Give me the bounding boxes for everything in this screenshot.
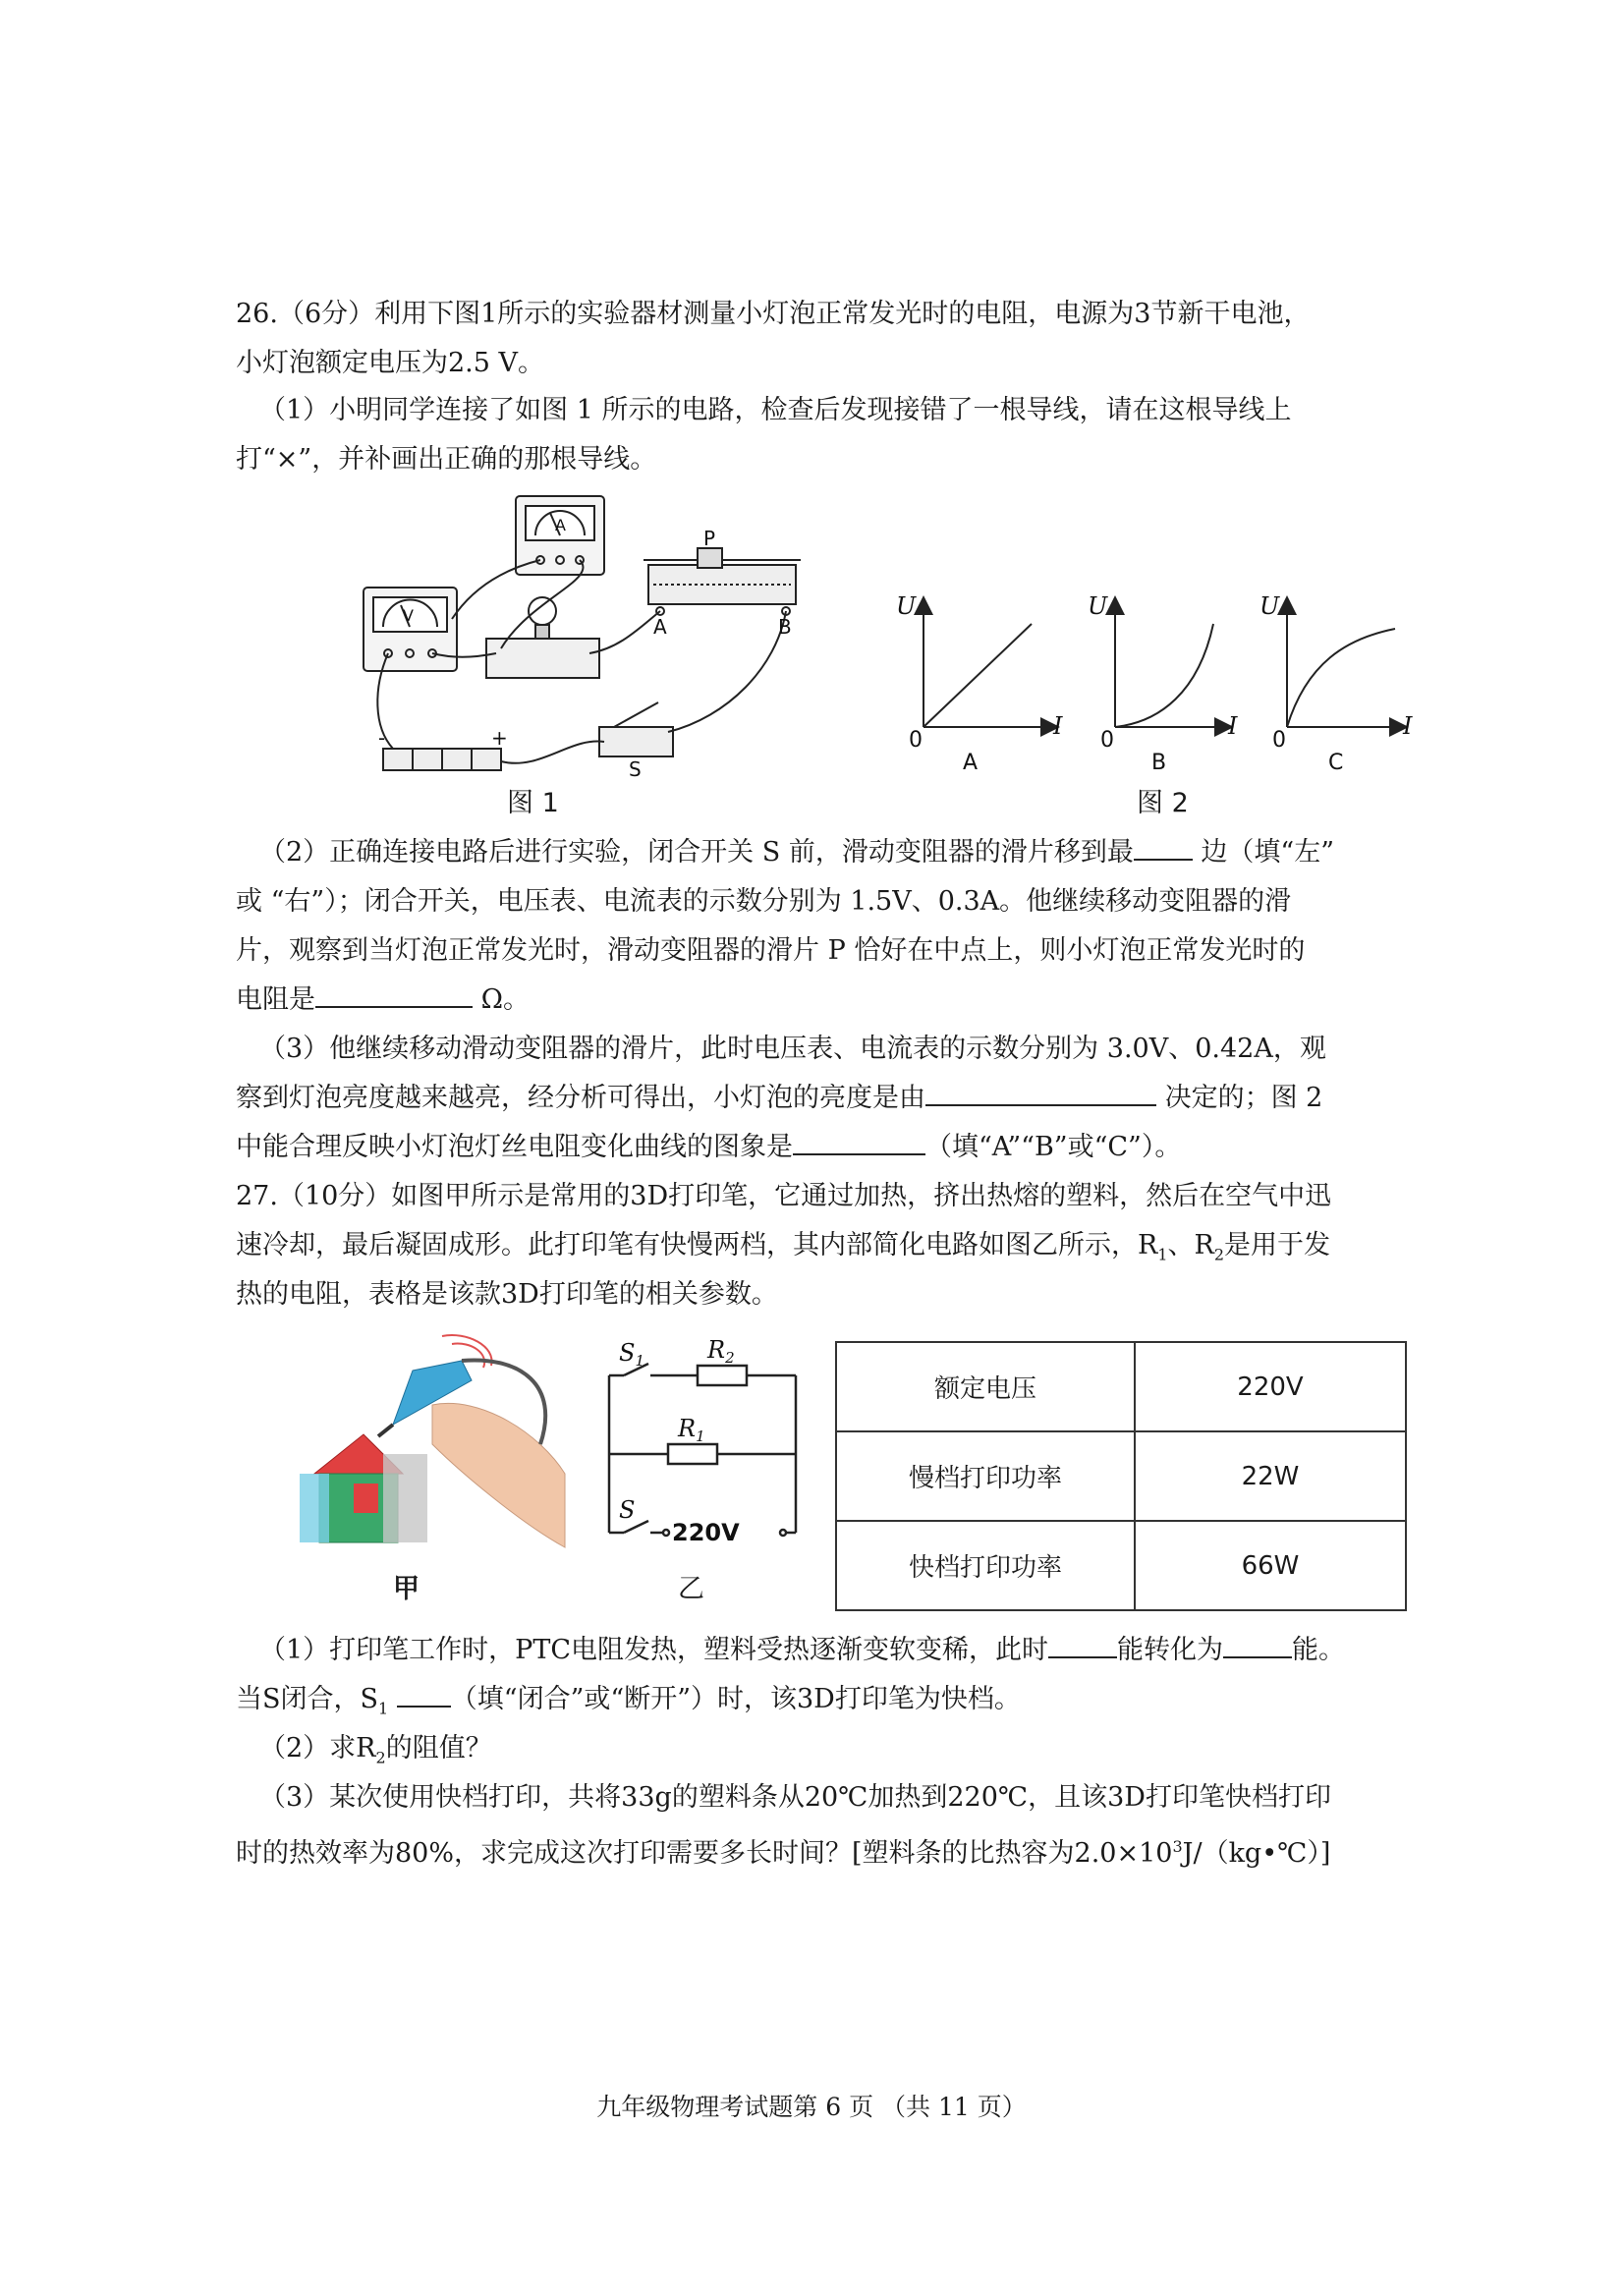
graph-a-u-label: U [896, 592, 917, 620]
graph-a-curve [923, 624, 1032, 727]
fig1-label-plus: + [491, 726, 508, 750]
q26-part1-b: 打“×”，并补画出正确的那根导线。 [236, 444, 657, 475]
figure-2-graphs [884, 585, 1434, 776]
circuit-voltage-label: 220V [672, 1519, 740, 1546]
graph-c-i-label: I [1403, 712, 1413, 740]
fig1-label-v: V [403, 606, 414, 625]
graph-a-origin: 0 [909, 728, 923, 753]
q26-part2-b: 或 “右”）；闭合开关，电压表、电流表的示数分别为 1.5V、0.3A。他继续移动变阻器的滑 [236, 886, 1292, 917]
q26-part3-a: （3）他继续移动滑动变阻器的滑片，此时电压表、电流表的示数分别为 3.0V、0.42A，观 [259, 1034, 1326, 1064]
answer-blank-brightness[interactable] [925, 1075, 1156, 1106]
q26-part3-c: 中能合理反映小灯泡灯丝电阻变化曲线的图象是 （填“A”“B”或“C”）。 [236, 1123, 1405, 1172]
graph-c-curve [1287, 629, 1395, 727]
circuit-r2-label: $R_2$ [707, 1336, 735, 1367]
table-cell-value: 220V [1135, 1342, 1406, 1431]
q27-line-2: 速冷却，最后凝固成形。此打印笔有快慢两档，其内部简化电路如图乙所示，$R_1$、$R_2$是用于发 [236, 1230, 1331, 1264]
table-row [836, 1342, 1406, 1431]
figure-jia-caption: 甲 [393, 1574, 420, 1604]
answer-blank-switch-state[interactable] [397, 1676, 451, 1708]
figure-yi-caption: 乙 [678, 1574, 704, 1604]
graph-b-u-label: U [1088, 592, 1108, 620]
graph-a-label: A [963, 751, 979, 775]
q26-part2-c: 片，观察到当灯泡正常发光时，滑动变阻器的滑片 P 恰好在中点上，则小灯泡正常发光时的 [236, 935, 1306, 966]
table-cell-value: 22W [1135, 1431, 1406, 1521]
q27-part3-b: 时的热效率为80%，求完成这次打印需要多长时间？[塑料条的比热容为$2.0\times 10^3J/(kg•℃)$] [236, 1837, 1331, 1869]
figure-2-caption: 图 2 [1137, 788, 1189, 818]
graph-a-i-label: I [1053, 712, 1063, 740]
circuit-s1-label: $S_1$ [619, 1339, 644, 1370]
figure-jia-3d-pen-photo [295, 1326, 570, 1557]
table-row [836, 1431, 1406, 1521]
graph-b-i-label: I [1228, 712, 1238, 740]
q27-line-3: 热的电阻，表格是该款3D打印笔的相关参数。 [236, 1279, 778, 1310]
answer-blank-left-right[interactable] [1134, 829, 1193, 861]
fig1-label-b: B [778, 615, 792, 639]
q26-header: 26.（6分）利用下图1所示的实验器材测量小灯泡正常发光时的电阻，电源为3节新干电池， [236, 299, 1311, 329]
table-cell-value: 66W [1135, 1521, 1406, 1610]
graph-b-label: B [1151, 751, 1167, 775]
graph-c-origin: 0 [1272, 728, 1286, 753]
answer-blank-graph[interactable] [793, 1124, 925, 1155]
answer-blank-resistance[interactable] [315, 977, 473, 1008]
pen-parameters-table [835, 1341, 1407, 1611]
fig1-label-amp: A [555, 516, 566, 534]
graph-b-origin: 0 [1100, 728, 1114, 753]
fig1-label-s: S [629, 757, 642, 781]
graph-b-curve [1115, 624, 1213, 727]
figure-1-caption: 图 1 [507, 788, 559, 818]
page-footer: 九年级物理考试题第 6 页 （共 11 页） [596, 2093, 1027, 2121]
graph-c-label: C [1328, 751, 1344, 775]
q26-part1-a: （1）小明同学连接了如图 1 所示的电路，检查后发现接错了一根导线，请在这根导线上 [259, 395, 1292, 425]
q26-part3-b: 察到灯泡亮度越来越亮，经分析可得出，小灯泡的亮度是由 决定的；图 2 [236, 1074, 1405, 1123]
fig1-label-p: P [703, 527, 716, 550]
q27-part3-a: （3）某次使用快档打印，共将33g的塑料条从20℃加热到220℃，且该3D打印笔快档打印 [259, 1782, 1331, 1813]
q26-part2-a: （2）正确连接电路后进行实验，闭合开关 S 前，滑动变阻器的滑片移到最 边（填“左” [259, 828, 1428, 877]
q27-part1-b: 当S闭合，$S_1$ （填“闭合”或“断开”）时，该3D打印笔为快档。 [236, 1675, 1405, 1733]
q27-part2: （2）求$R_2$的阻值？ [259, 1733, 492, 1767]
q27-part1-a: （1）打印笔工作时，PTC电阻发热，塑料受热逐渐变软变稀，此时 能转化为 能。 [259, 1626, 1428, 1675]
q26-part2-d: 电阻是 Ω。 [236, 976, 1405, 1025]
answer-blank-energy-to[interactable] [1223, 1627, 1292, 1658]
graph-c-u-label: U [1259, 592, 1280, 620]
fig1-label-a: A [653, 615, 667, 639]
table-cell-label: 额定电压 [836, 1342, 1135, 1431]
circuit-r1-label: $R_1$ [678, 1415, 705, 1445]
table-cell-label: 快档打印功率 [836, 1521, 1135, 1610]
q26-header-2: 小灯泡额定电压为2.5 V。 [236, 348, 545, 378]
q27-header: 27.（10分）如图甲所示是常用的3D打印笔，它通过加热，挤出热熔的塑料，然后在空气中迅 [236, 1181, 1332, 1211]
figure-1-apparatus [354, 491, 806, 786]
table-cell-label: 慢档打印功率 [836, 1431, 1135, 1521]
answer-blank-energy-from[interactable] [1048, 1627, 1117, 1658]
circuit-s-label: S [619, 1496, 636, 1524]
fig1-label-minus: - [378, 726, 386, 750]
figure-yi-circuit [599, 1336, 811, 1557]
table-row [836, 1521, 1406, 1610]
